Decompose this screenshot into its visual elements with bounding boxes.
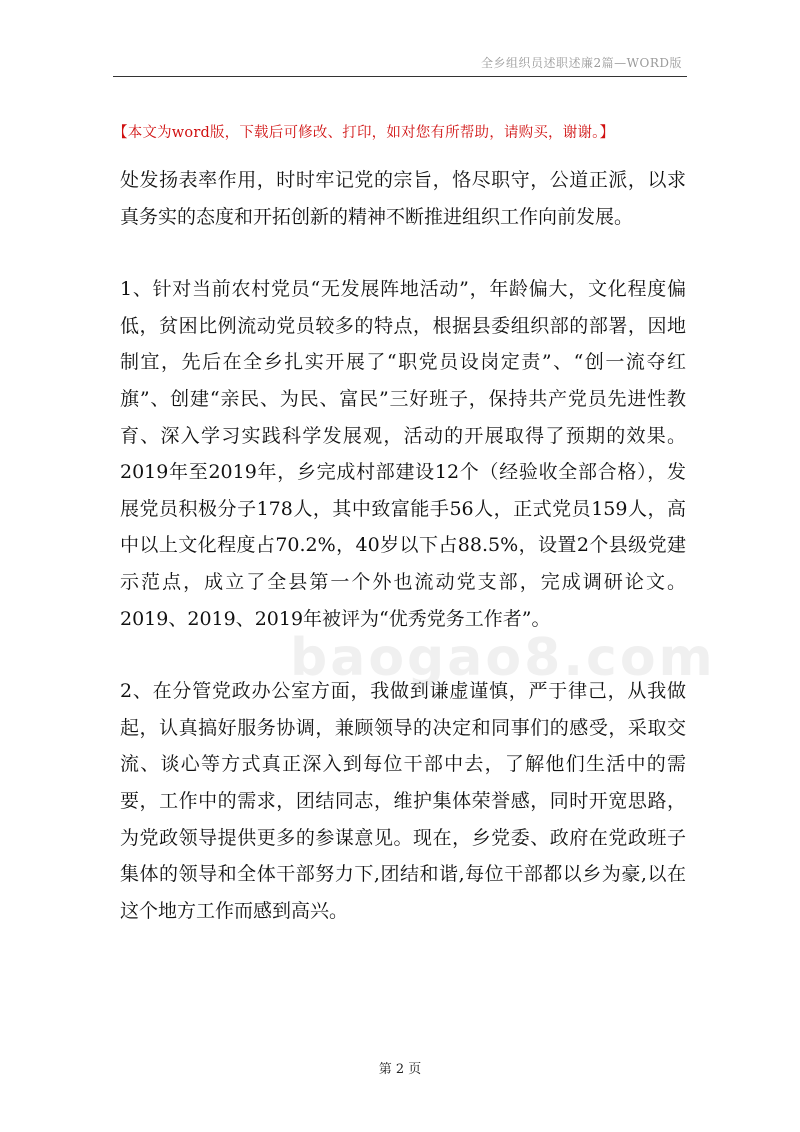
document-body [120,162,686,929]
watermark-text: baogao8.com [290,628,716,688]
page-number: 第 2 页 [378,1062,422,1077]
paragraph-item-2: 2、在分管党政办公室方面，我做到谦虚谨慎，严于律己，从我做起，认真搞好服务协调，兼顾领导的决定和同事们的感受，采取交流、谈心等方式真正深入到每位干部中去，了解他们生活中的需要，工作中的需求，团结同志，维护集体荣誉感，同时开宽思路，为党政领导提供更多的参谋意见。现在，乡党委、政府在党政班子集体的领导和全体干部努力下,团结和谐,每位干部都以乡为豪,以在这个地方工作而感到高兴。 [120,680,686,922]
purchase-notice: 【本文为word版，下载后可修改、打印，如对您有所帮助，请购买，谢谢。】 [113,125,615,141]
paragraph-intro: 处发扬表率作用，时时牢记党的宗旨，恪尽职守，公道正派，以求真务实的态度和开拓创新的精神不断推进组织工作向前发展。 [120,169,686,228]
document-header-title: 全乡组织员述职述廉2篇—WORD版 [481,56,682,70]
header-divider [113,76,687,77]
paragraph-item-1: 1、针对当前农村党员“无发展阵地活动”，年龄偏大，文化程度偏低，贫困比例流动党员较多的特点，根据县委组织部的部署，因地制宜，先后在全乡扎实开展了“职党员设岗定责”、“创一流夺红旗”、创建“亲民、为民、富民”三好班子，保持共产党员先进性教育、深入学习实践科学发展观，活动的开展取得了预期的效果。2019年至2019年，乡完成村部建设12个（经验收全部合格），发展党员积极分子178人，其中致富能手56人，正式党员159人，高中以上文化程度占70.2%，40岁以下占88.5%，设置2个县级党建示范点，成立了全县第一个外也流动党支部，完成调研论文。2019、2019、2019年被评为“优秀党务工作者”。 [120,278,686,630]
